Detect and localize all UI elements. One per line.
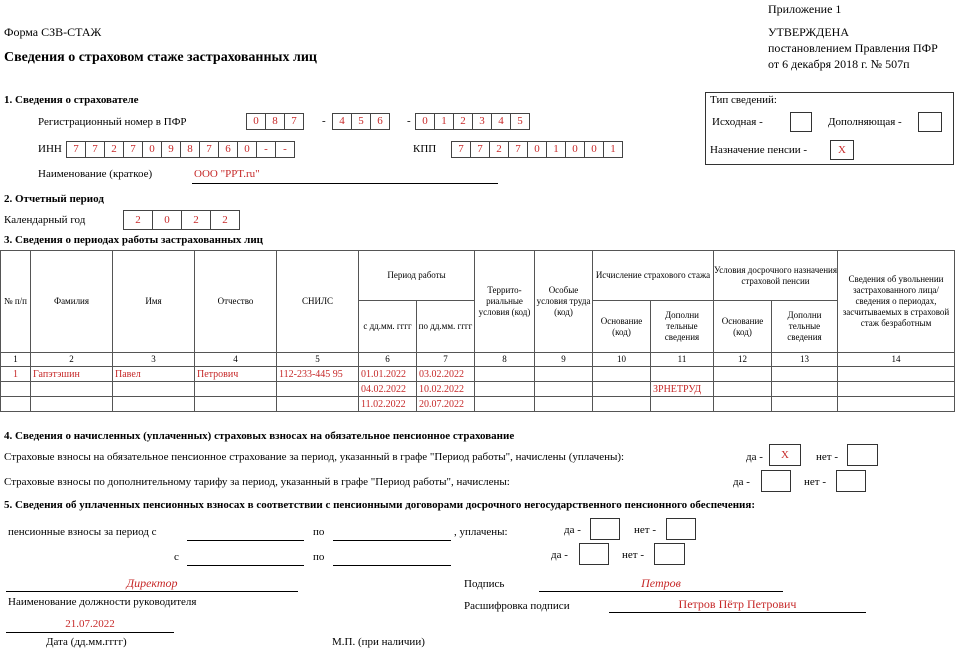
line1-yes-label: да - bbox=[746, 451, 763, 463]
col-header-num: № п/п bbox=[1, 251, 31, 353]
line1-no-checkbox[interactable] bbox=[847, 444, 878, 466]
line2-no-checkbox[interactable] bbox=[836, 470, 866, 492]
col-header-from: с дд.мм. гггг bbox=[359, 301, 417, 353]
reg-number-group2[interactable]: 4 5 6 bbox=[332, 113, 389, 130]
col-header-patronymic: Отчество bbox=[195, 251, 277, 353]
col-number: 4 bbox=[195, 353, 277, 367]
col-header-to: по дд.мм. гггг bbox=[417, 301, 475, 353]
period1-no-checkbox[interactable] bbox=[666, 518, 696, 540]
reg-separator: - bbox=[322, 115, 326, 127]
pension-label: Назначение пенсии - bbox=[710, 144, 808, 156]
position-label: Наименование должности руководителя bbox=[8, 596, 197, 608]
col-number: 10 bbox=[593, 353, 651, 367]
line2-no-label: нет - bbox=[804, 476, 826, 488]
period2-to-label: по bbox=[313, 551, 325, 563]
section1-heading: 1. Сведения о страхователе bbox=[4, 94, 139, 106]
additional-checkbox[interactable] bbox=[918, 112, 942, 132]
period2-to-field[interactable] bbox=[333, 551, 451, 566]
section4-line1: Страховые взносы на обязательное пенсионное страхование за период, указанный в графе "Период работы", начислены (уплачены): bbox=[4, 451, 625, 463]
period2-no-checkbox[interactable] bbox=[654, 543, 685, 565]
period2-no-label: нет - bbox=[622, 549, 644, 561]
col-number: 5 bbox=[277, 353, 359, 367]
col-header-early-extra: Дополни тельные сведения bbox=[772, 301, 838, 353]
position-value: Директор bbox=[126, 576, 178, 590]
col-header-snils: СНИЛС bbox=[277, 251, 359, 353]
col-header-territorial: Террито- риальные условия (код) bbox=[475, 251, 535, 353]
col-header-work-period: Период работы bbox=[359, 251, 475, 301]
appendix-label: Приложение 1 bbox=[768, 2, 842, 16]
period1-no-label: нет - bbox=[634, 524, 656, 536]
col-header-calc-basis: Основание (код) bbox=[593, 301, 651, 353]
col-number: 11 bbox=[651, 353, 714, 367]
org-name-value: ООО "PPT.ru" bbox=[194, 168, 260, 180]
page-title: Сведения о страховом стаже застрахованных лиц bbox=[4, 50, 317, 65]
resolution-line2: от 6 декабря 2018 г. № 507п bbox=[768, 57, 910, 71]
period1-to-label: по bbox=[313, 526, 325, 538]
line1-yes-checkbox[interactable]: X bbox=[769, 444, 801, 466]
signature-value: Петров bbox=[641, 576, 681, 590]
section4-line2: Страховые взносы по дополнительному тарифу за период, указанный в графе "Период работы", начислены: bbox=[4, 476, 510, 488]
work-periods-table bbox=[0, 250, 955, 412]
col-number: 14 bbox=[838, 353, 955, 367]
signature-decode-field[interactable] bbox=[609, 597, 866, 613]
section5-heading: 5. Сведения об уплаченных пенсионных взносах в соответствии с пенсионными договорами досрочного негосударственного пенсионного обеспечения: bbox=[4, 499, 756, 511]
col-number: 12 bbox=[714, 353, 772, 367]
table-row: 11.02.2022 20.07.2022 bbox=[1, 397, 955, 412]
period1-yes-checkbox[interactable] bbox=[590, 518, 620, 540]
position-field[interactable] bbox=[6, 576, 298, 592]
period1-yes-label: да - bbox=[564, 524, 581, 536]
col-header-surname: Фамилия bbox=[31, 251, 113, 353]
period1-to-field[interactable] bbox=[333, 526, 451, 541]
year-field[interactable]: 2 0 2 2 bbox=[123, 210, 239, 230]
approved-label: УТВЕРЖДЕНА bbox=[768, 25, 850, 39]
col-number: 3 bbox=[113, 353, 195, 367]
initial-label: Исходная - bbox=[712, 116, 763, 128]
col-number: 7 bbox=[417, 353, 475, 367]
col-number: 9 bbox=[535, 353, 593, 367]
kpp-field[interactable]: 7 7 2 7 0 1 0 0 1 bbox=[451, 141, 622, 158]
additional-label: Дополняющая - bbox=[828, 116, 902, 128]
stamp-label: М.П. (при наличии) bbox=[332, 636, 425, 648]
col-number: 2 bbox=[31, 353, 113, 367]
reg-number-label: Регистрационный номер в ПФР bbox=[38, 116, 187, 128]
period1-from-field[interactable] bbox=[187, 526, 304, 541]
line2-yes-label: да - bbox=[733, 476, 750, 488]
line1-no-label: нет - bbox=[816, 451, 838, 463]
period2-yes-checkbox[interactable] bbox=[579, 543, 609, 565]
col-number: 8 bbox=[475, 353, 535, 367]
org-name-field[interactable] bbox=[192, 168, 498, 184]
reg-number-group3[interactable]: 0 1 2 3 4 5 bbox=[415, 113, 529, 130]
period2-from-field[interactable] bbox=[187, 551, 304, 566]
line2-yes-checkbox[interactable] bbox=[761, 470, 791, 492]
org-name-label: Наименование (краткое) bbox=[38, 168, 153, 180]
contrib-period-label: пенсионные взносы за период с bbox=[8, 526, 157, 538]
signature-field[interactable] bbox=[539, 576, 783, 592]
col-header-special: Особые условия труда (код) bbox=[535, 251, 593, 353]
resolution-line1: постановлением Правления ПФР bbox=[768, 41, 938, 55]
initial-checkbox[interactable] bbox=[790, 112, 812, 132]
table-row: 04.02.2022 10.02.2022 ЗРНЕТРУД bbox=[1, 382, 955, 397]
form-name: Форма СЗВ-СТАЖ bbox=[4, 25, 102, 39]
col-header-early-basis: Основание (код) bbox=[714, 301, 772, 353]
col-header-dismissal: Сведения об увольнении застрахованного лица/ сведения о периодах, засчитываемых в страховой стаж безработным bbox=[838, 251, 955, 353]
period2-yes-label: да - bbox=[551, 549, 568, 561]
pension-checkbox[interactable]: X bbox=[830, 140, 854, 160]
date-field[interactable] bbox=[6, 618, 174, 633]
section4-heading: 4. Сведения о начисленных (уплаченных) страховых взносах на обязательное пенсионное страхование bbox=[4, 430, 515, 442]
signature-decode-label: Расшифровка подписи bbox=[464, 600, 570, 612]
date-label: Дата (дд.мм.гггг) bbox=[46, 636, 127, 648]
paid-label: , уплачены: bbox=[454, 526, 508, 538]
year-label: Календарный год bbox=[4, 214, 86, 226]
info-type-label: Тип сведений: bbox=[710, 94, 777, 106]
date-value: 21.07.2022 bbox=[65, 618, 115, 630]
col-number: 6 bbox=[359, 353, 417, 367]
period2-from-label: с bbox=[174, 551, 179, 563]
inn-field[interactable]: 7 7 2 7 0 9 8 7 6 0 - - bbox=[66, 141, 294, 158]
col-header-calc: Исчисление страхового стажа bbox=[593, 251, 714, 301]
col-header-early: Условия досрочного назначения страховой пенсии bbox=[714, 251, 838, 301]
col-number: 13 bbox=[772, 353, 838, 367]
kpp-label: КПП bbox=[413, 143, 437, 155]
inn-label: ИНН bbox=[38, 143, 62, 155]
signature-label: Подпись bbox=[464, 578, 505, 590]
section3-heading: 3. Сведения о периодах работы застрахованных лиц bbox=[4, 234, 264, 246]
section2-heading: 2. Отчетный период bbox=[4, 193, 104, 205]
col-number: 1 bbox=[1, 353, 31, 367]
col-header-calc-extra: Дополни тельные сведения bbox=[651, 301, 714, 353]
reg-separator: - bbox=[407, 115, 411, 127]
reg-number-group1[interactable]: 0 8 7 bbox=[246, 113, 303, 130]
col-header-name: Имя bbox=[113, 251, 195, 353]
signature-decode-value: Петров Пётр Петрович bbox=[678, 597, 797, 611]
table-row: 1 Гапэтэшин Павел Петрович 112-233-445 95 01.01.2022 03.02.2022 bbox=[1, 367, 955, 382]
